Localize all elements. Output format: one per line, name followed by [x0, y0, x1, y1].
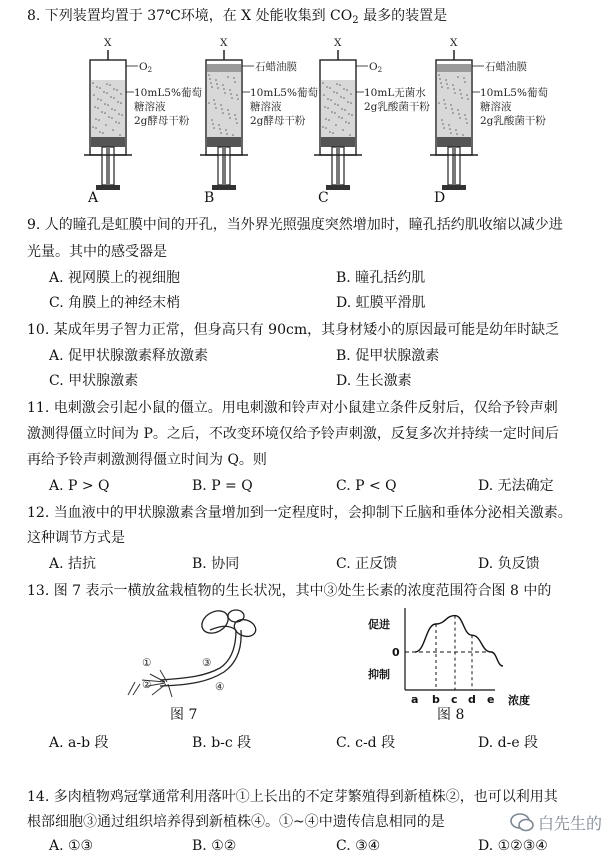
q9-option-c[interactable]: C. 角膜上的神经末梢: [49, 295, 181, 311]
device-letter: A: [88, 190, 99, 206]
wechat-watermark: [510, 808, 612, 838]
q9-option-b[interactable]: B. 瞳孔括约肌: [336, 270, 426, 286]
q11-stem-line1: 11. 电刺激会引起小鼠的僵立。用电刺激和铃声对小鼠建立条件反射后，仅给予铃声刺: [27, 400, 558, 416]
q13-option-c[interactable]: C. c-d 段: [336, 735, 396, 751]
x-port-label: X: [334, 37, 342, 49]
contents-label: 2g乳酸菌干粉: [480, 115, 546, 127]
watermark-text: 白先生的: [538, 814, 603, 833]
q12-stem-line1: 12. 当血液中的甲状腺激素含量增加到一定程度时，会抑制下丘脑和垂体分泌相关激素。: [27, 505, 572, 521]
q11-stem-line3: 再给予铃声刺激测得僵立时间为 Q。则: [27, 452, 267, 468]
ylabel-inhibit: 抑制: [368, 668, 390, 681]
q12-option-b[interactable]: B. 协同: [192, 556, 240, 572]
x-tick-c: c: [451, 693, 458, 706]
q11-option-d[interactable]: D. 无法确定: [478, 478, 554, 494]
syringe-d: [430, 37, 548, 206]
ylabel-zero: 0: [392, 646, 400, 659]
device-letter: B: [204, 190, 215, 206]
q9-stem-line1: 9. 人的瞳孔是虹膜中间的开孔，当外界光照强度突然增加时，瞳孔括约肌收缩以减少进: [27, 217, 563, 233]
q10-stem-line1: 10. 某成年男子智力正常，但身高只有 90cm，其身材矮小的原因最可能是幼年时缺乏: [27, 322, 560, 338]
fig7-mark-1: ①: [142, 657, 152, 669]
q10-option-c[interactable]: C. 甲状腺激素: [49, 373, 139, 389]
q12-stem-line2: 这种调节方式是: [27, 530, 125, 546]
auxin-effect-curve: [415, 616, 503, 666]
x-port-label: X: [104, 37, 112, 49]
device-letter: C: [318, 190, 329, 206]
q11-option-a[interactable]: A. P > Q: [49, 478, 110, 494]
q13-stem-line1: 13. 图 7 表示一横放盆栽植物的生长状况，其中③处生长素的浓度范围符合图 8 中的: [27, 583, 552, 599]
q9-option-a[interactable]: A. 视网膜上的视细胞: [49, 270, 181, 286]
q8-stem: 8. 下列装置均置于 37℃环境，在 X 处能收集到 $CO_2$ 最多的装置是: [27, 8, 448, 26]
x-tick-d: d: [468, 693, 476, 706]
x-port-label: X: [450, 37, 458, 49]
q14-stem-line1: 14. 多肉植物鸡冠掌通常利用落叶①上长出的不定芽繁殖得到新植株②，也可以利用其: [27, 789, 558, 805]
q10-option-a[interactable]: A. 促甲状腺激素释放激素: [49, 348, 209, 364]
fig7-mark-4: ④: [215, 681, 225, 693]
q14-option-d[interactable]: D. ①②③④: [478, 838, 548, 854]
syringe-b: [200, 37, 318, 206]
contents-label: 糖溶液: [480, 101, 512, 113]
q9-option-d[interactable]: D. 虹膜平滑肌: [336, 295, 426, 311]
contents-label: 2g酵母干粉: [134, 115, 190, 127]
q9-stem-line2: 光量。其中的感受器是: [27, 244, 167, 260]
q10-option-d[interactable]: D. 生长激素: [336, 373, 412, 389]
q13-option-a[interactable]: A. a-b 段: [49, 735, 109, 751]
q10-option-b[interactable]: B. 促甲状腺激素: [336, 348, 440, 364]
contents-label: 2g酵母干粉: [250, 115, 306, 127]
contents-label: 10mL5%葡萄: [250, 87, 318, 99]
figure7-caption: 图 7: [170, 707, 198, 723]
q12-option-a[interactable]: A. 拮抗: [49, 556, 97, 572]
contents-label: 10mL5%葡萄: [134, 87, 202, 99]
wechat-icon: [510, 812, 534, 832]
contents-label: 10mL5%葡萄: [480, 87, 548, 99]
contents-label: 2g乳酸菌干粉: [364, 101, 430, 113]
q11-stem-line2: 激测得僵立时间为 P。之后，不改变环境仅给予铃声刺激，反复多次并持续一定时间后: [27, 426, 559, 442]
q14-option-c[interactable]: C. ③④: [336, 838, 381, 854]
device-letter: D: [434, 190, 446, 206]
ylabel-promote: 促进: [368, 618, 390, 631]
top-layer-label: 石蜡油膜: [255, 61, 297, 73]
contents-label: 糖溶液: [250, 101, 282, 113]
x-tick-a: a: [411, 693, 419, 706]
x-tick-b: b: [432, 693, 440, 706]
fig7-mark-2: ②: [142, 679, 152, 691]
x-tick-e: e: [487, 693, 495, 706]
q13-figures: [0, 600, 612, 730]
top-layer-label: 石蜡油膜: [485, 61, 527, 73]
contents-label: 糖溶液: [134, 101, 166, 113]
xlabel: 浓度: [508, 694, 530, 707]
q13-option-d[interactable]: D. d-e 段: [478, 735, 539, 751]
q12-option-d[interactable]: D. 负反馈: [478, 556, 540, 572]
q14-option-a[interactable]: A. ①③: [49, 838, 94, 854]
q8-apparatus-figure: [0, 0, 612, 215]
contents-label: 10mL无菌水: [364, 87, 426, 99]
q12-option-c[interactable]: C. 正反馈: [336, 556, 398, 572]
q11-option-c[interactable]: C. P < Q: [336, 478, 397, 494]
syringe-a: [84, 37, 202, 206]
syringe-c: [314, 37, 430, 206]
figure8-caption: 图 8: [437, 707, 465, 723]
fig7-mark-3: ③: [202, 657, 212, 669]
q14-option-b[interactable]: B. ①②: [192, 838, 237, 854]
q11-option-b[interactable]: B. P = Q: [192, 478, 253, 494]
q14-stem-line2: 根部细胞③通过组织培养得到新植株④。①~④中遗传信息相同的是: [27, 814, 445, 830]
top-layer-label: O2: [369, 61, 383, 74]
x-port-label: X: [220, 37, 228, 49]
top-layer-label: O2: [139, 61, 153, 74]
figure8-chart: [368, 608, 530, 707]
q13-option-b[interactable]: B. b-c 段: [192, 735, 252, 751]
